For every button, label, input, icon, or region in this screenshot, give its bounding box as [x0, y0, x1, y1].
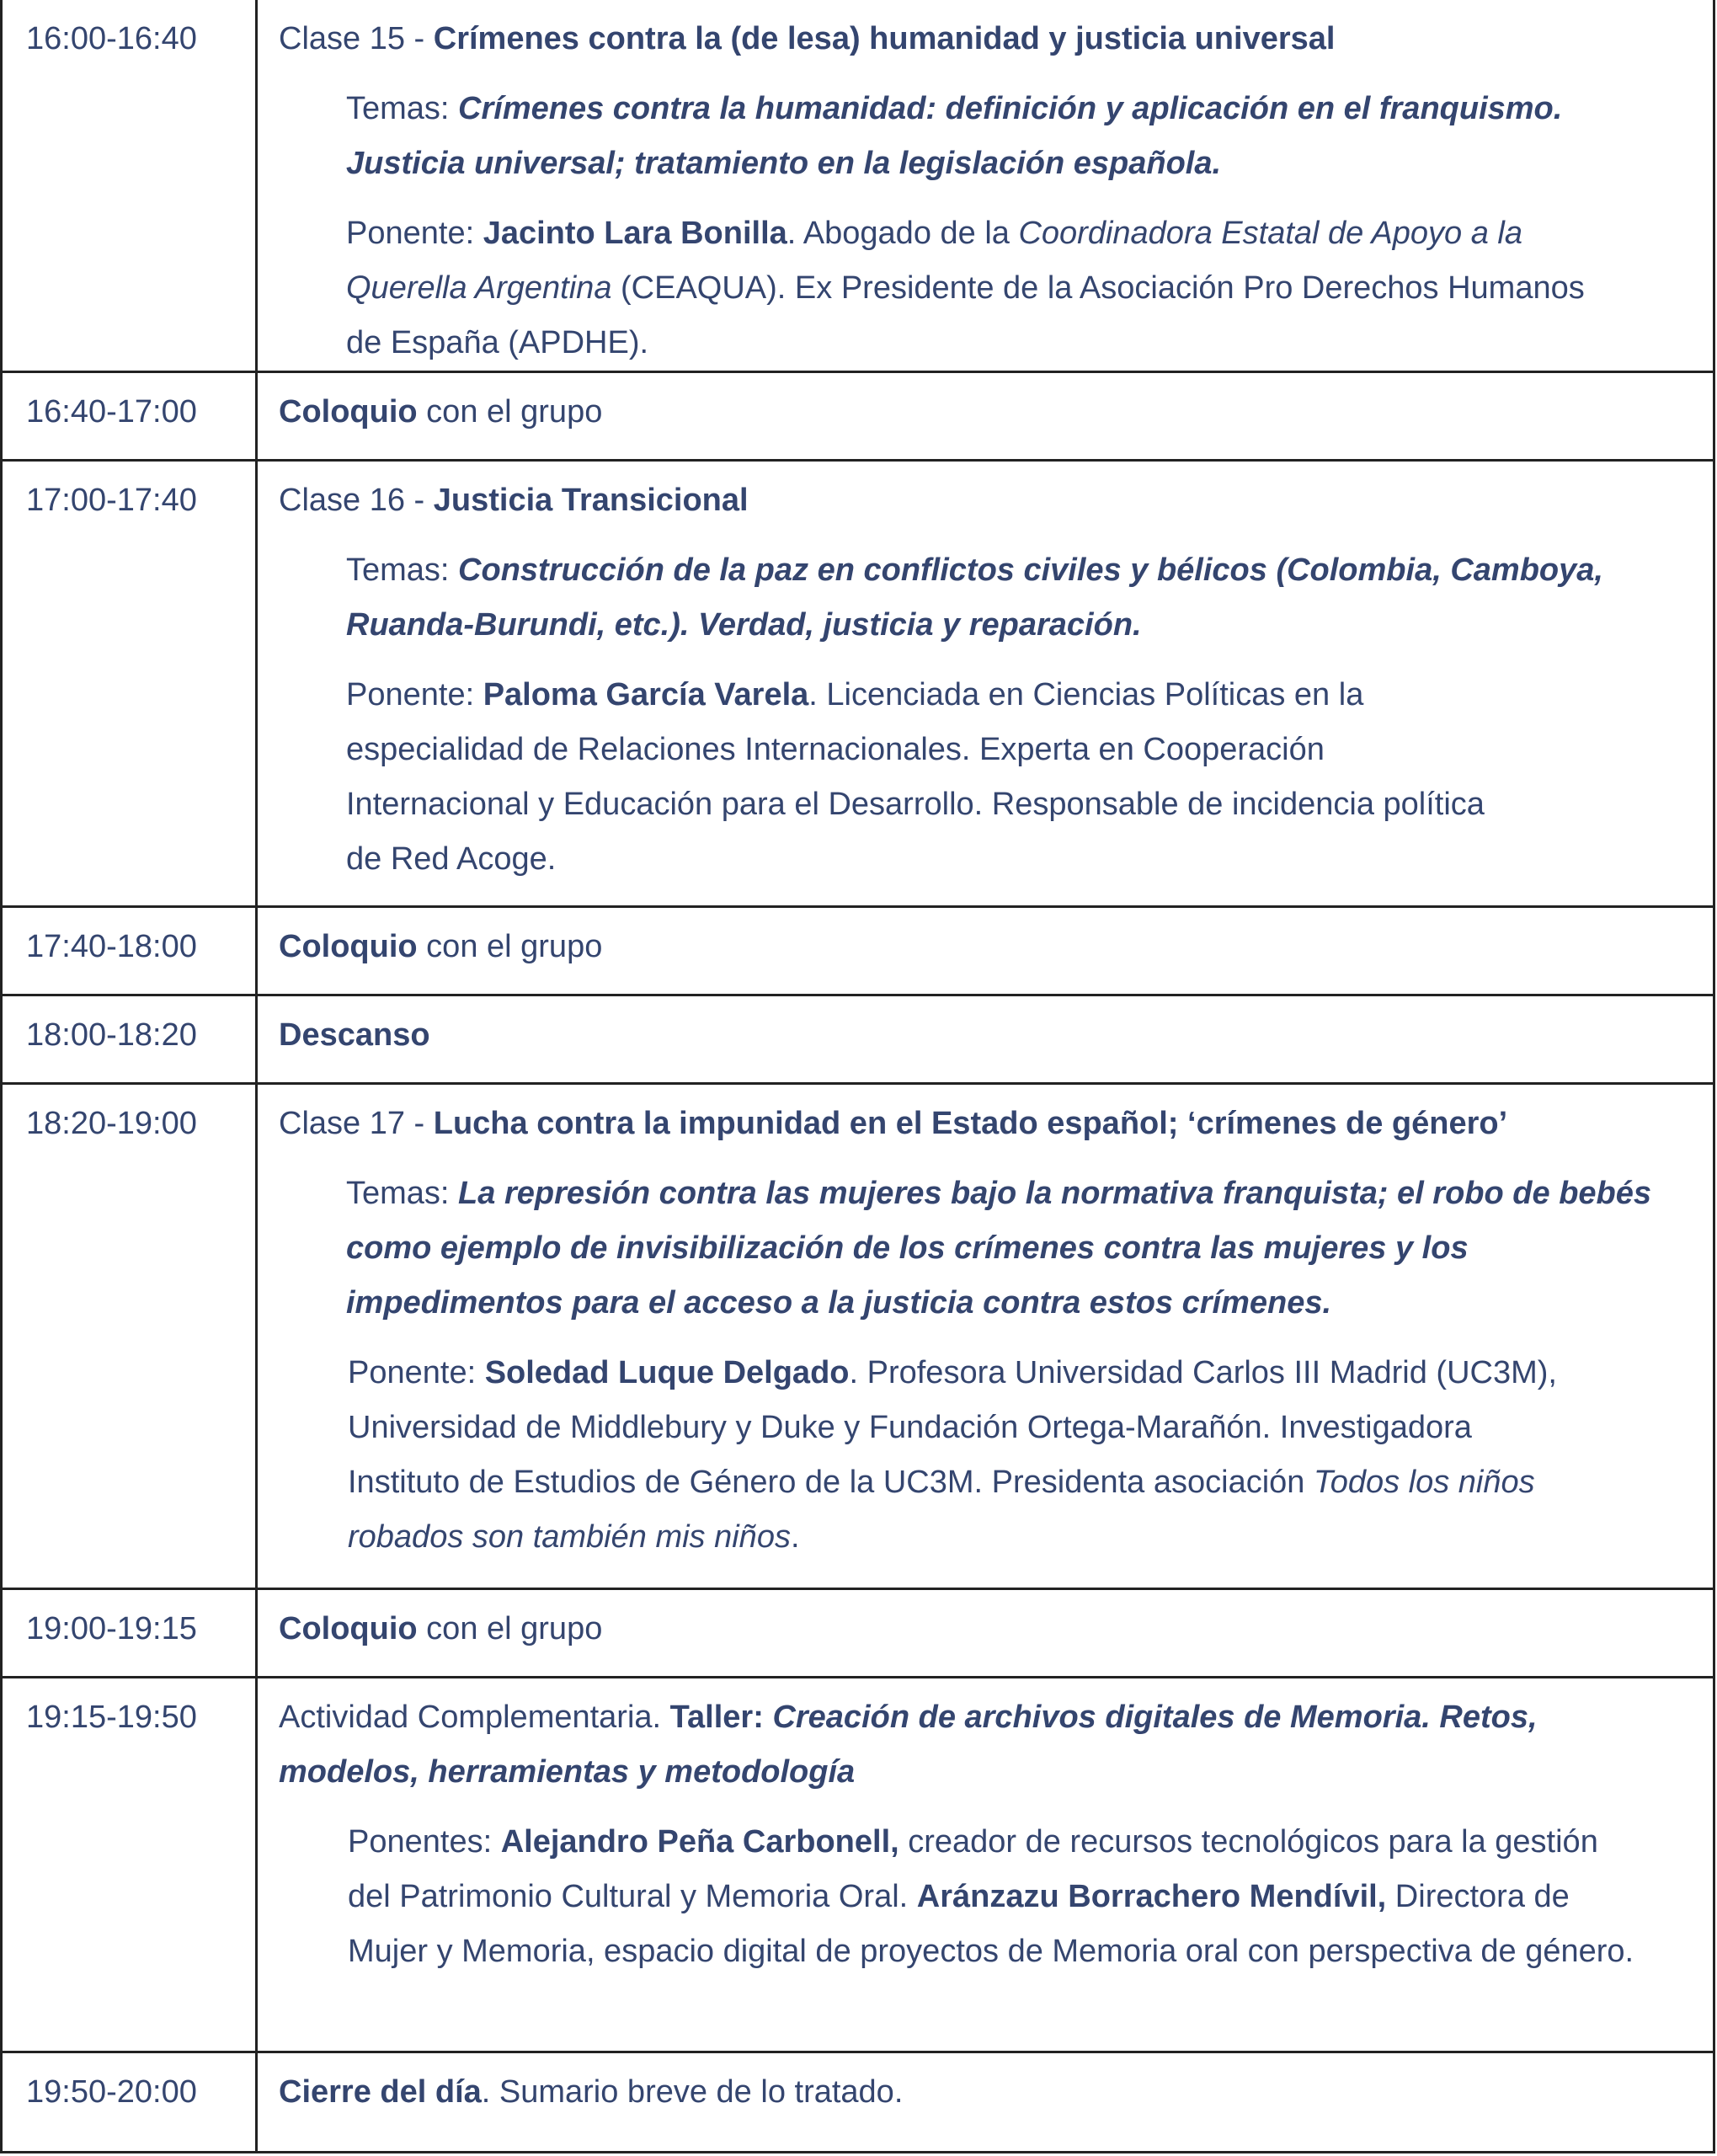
speaker-association: Todos los niños robados son también mis niños [348, 1465, 1535, 1555]
schedule-row [2, 372, 1714, 461]
schedule-row [2, 907, 1714, 995]
speaker-name: Jacinto Lara Bonilla [483, 216, 787, 251]
schedule-row [2, 1678, 1714, 2052]
topics-text: Crímenes contra la humanidad: definición y aplicación en el franquismo. Justicia universal; tratamiento en la legislación española. [346, 91, 1563, 181]
time-cell: 16:00-16:40 [2, 0, 257, 372]
schedule-row [2, 461, 1714, 907]
speaker-name: Paloma García Varela [483, 677, 809, 712]
class-title: Justicia Transicional [433, 483, 749, 518]
topics-text: Construcción de la paz en conflictos civiles y bélicos (Colombia, Camboya, Ruanda-Burundi, etc.). Verdad, justicia y reparación. [346, 552, 1603, 643]
workshop-title: Creación de archivos digitales de Memoria. Retos, modelos, herramientas y metodología [279, 1700, 1538, 1790]
schedule-row [2, 0, 1714, 372]
speaker: Ponente: Soledad Luque Delgado. Profesora Universidad Carlos III Madrid (UC3M), Universidad de Middlebury y Duke y Fundación Ortega-Marañón. Investigadora Instituto de Estudios de Género de la UC3M. Presidenta asociación Todos los niños robados son también mis niños. [348, 1355, 1557, 1555]
time-cell: 18:20-19:00 [2, 1084, 257, 1589]
speaker: Ponente: Jacinto Lara Bonilla. Abogado de la Coordinadora Estatal de Apoyo a la Querella Argentina (CEAQUA). Ex Presidente de la Asociación Pro Derechos Humanos de España (APDHE). [346, 216, 1585, 360]
time-cell: 17:40-18:00 [2, 907, 257, 995]
content-cell: Descanso [257, 995, 1714, 1084]
class-heading: Clase 15 - Crímenes contra la (de lesa) humanidad y justicia universal [279, 21, 1336, 56]
schedule-row [2, 2052, 1714, 2153]
content-cell: Coloquio con el grupo [257, 907, 1714, 995]
content-cell: Coloquio con el grupo [257, 372, 1714, 461]
time-cell: 19:00-19:15 [2, 1589, 257, 1678]
speaker-org: Coordinadora Estatal de Apoyo a la Querella Argentina [346, 216, 1523, 306]
class-heading: Clase 16 - Justicia Transicional [279, 483, 749, 518]
speaker-name: Aránzazu Borrachero Mendívil, [916, 1879, 1387, 1914]
activity-heading: Actividad Complementaria. Taller: Creación de archivos digitales de Memoria. Retos, modelos, herramientas y metodología [279, 1700, 1538, 1790]
topics: Temas: Construcción de la paz en conflictos civiles y bélicos (Colombia, Camboya, Ruanda-Burundi, etc.). Verdad, justicia y reparación. [346, 552, 1603, 643]
time-cell: 18:00-18:20 [2, 995, 257, 1084]
content-cell: Coloquio con el grupo [257, 1589, 1714, 1678]
class-title: Lucha contra la impunidad en el Estado español; ‘crímenes de género’ [433, 1106, 1508, 1141]
content-cell [257, 1678, 1714, 2052]
content-cell [257, 461, 1714, 907]
topics: Temas: Crímenes contra la humanidad: definición y aplicación en el franquismo. Justicia universal; tratamiento en la legislación española. [346, 91, 1563, 181]
content-cell [257, 0, 1714, 372]
time-cell: 19:15-19:50 [2, 1678, 257, 2052]
time-cell: 16:40-17:00 [2, 372, 257, 461]
schedule-row [2, 1084, 1714, 1589]
schedule-row [2, 1589, 1714, 1678]
time-cell: 19:50-20:00 [2, 2052, 257, 2153]
class-title: Crímenes contra la (de lesa) humanidad y justicia universal [433, 21, 1336, 56]
speakers: Ponentes: Alejandro Peña Carbonell, creador de recursos tecnológicos para la gestión del Patrimonio Cultural y Memoria Oral. Aránzazu Borrachero Mendívil, Directora de Mujer y Memoria, espacio digital de proyectos de Memoria oral con perspectiva de género. [348, 1824, 1634, 1969]
topics-text: La represión contra las mujeres bajo la normativa franquista; el robo de bebés como ejemplo de invisibilización de los crímenes contra las mujeres y los impedimentos para el acceso a la justicia contra estos crímenes. [346, 1176, 1652, 1321]
speaker-name: Soledad Luque Delgado [484, 1355, 850, 1390]
class-heading: Clase 17 - Lucha contra la impunidad en el Estado español; ‘crímenes de género’ [279, 1106, 1508, 1141]
time-cell: 17:00-17:40 [2, 461, 257, 907]
content-cell [257, 1084, 1714, 1589]
topics: Temas: La represión contra las mujeres bajo la normativa franquista; el robo de bebés como ejemplo de invisibilización de los crímenes contra las mujeres y los impedimentos para el acceso a la justicia contra estos crímenes. [346, 1176, 1652, 1321]
speaker: Ponente: Paloma García Varela. Licenciada en Ciencias Políticas en la especialidad de Relaciones Internacionales. Experta en Cooperación Internacional y Educación para el Desarrollo. Responsable de incidencia política de Red Acoge. [346, 677, 1485, 877]
speaker-name: Alejandro Peña Carbonell, [500, 1824, 899, 1860]
schedule-row [2, 995, 1714, 1084]
content-cell: Cierre del día. Sumario breve de lo tratado. [257, 2052, 1714, 2153]
